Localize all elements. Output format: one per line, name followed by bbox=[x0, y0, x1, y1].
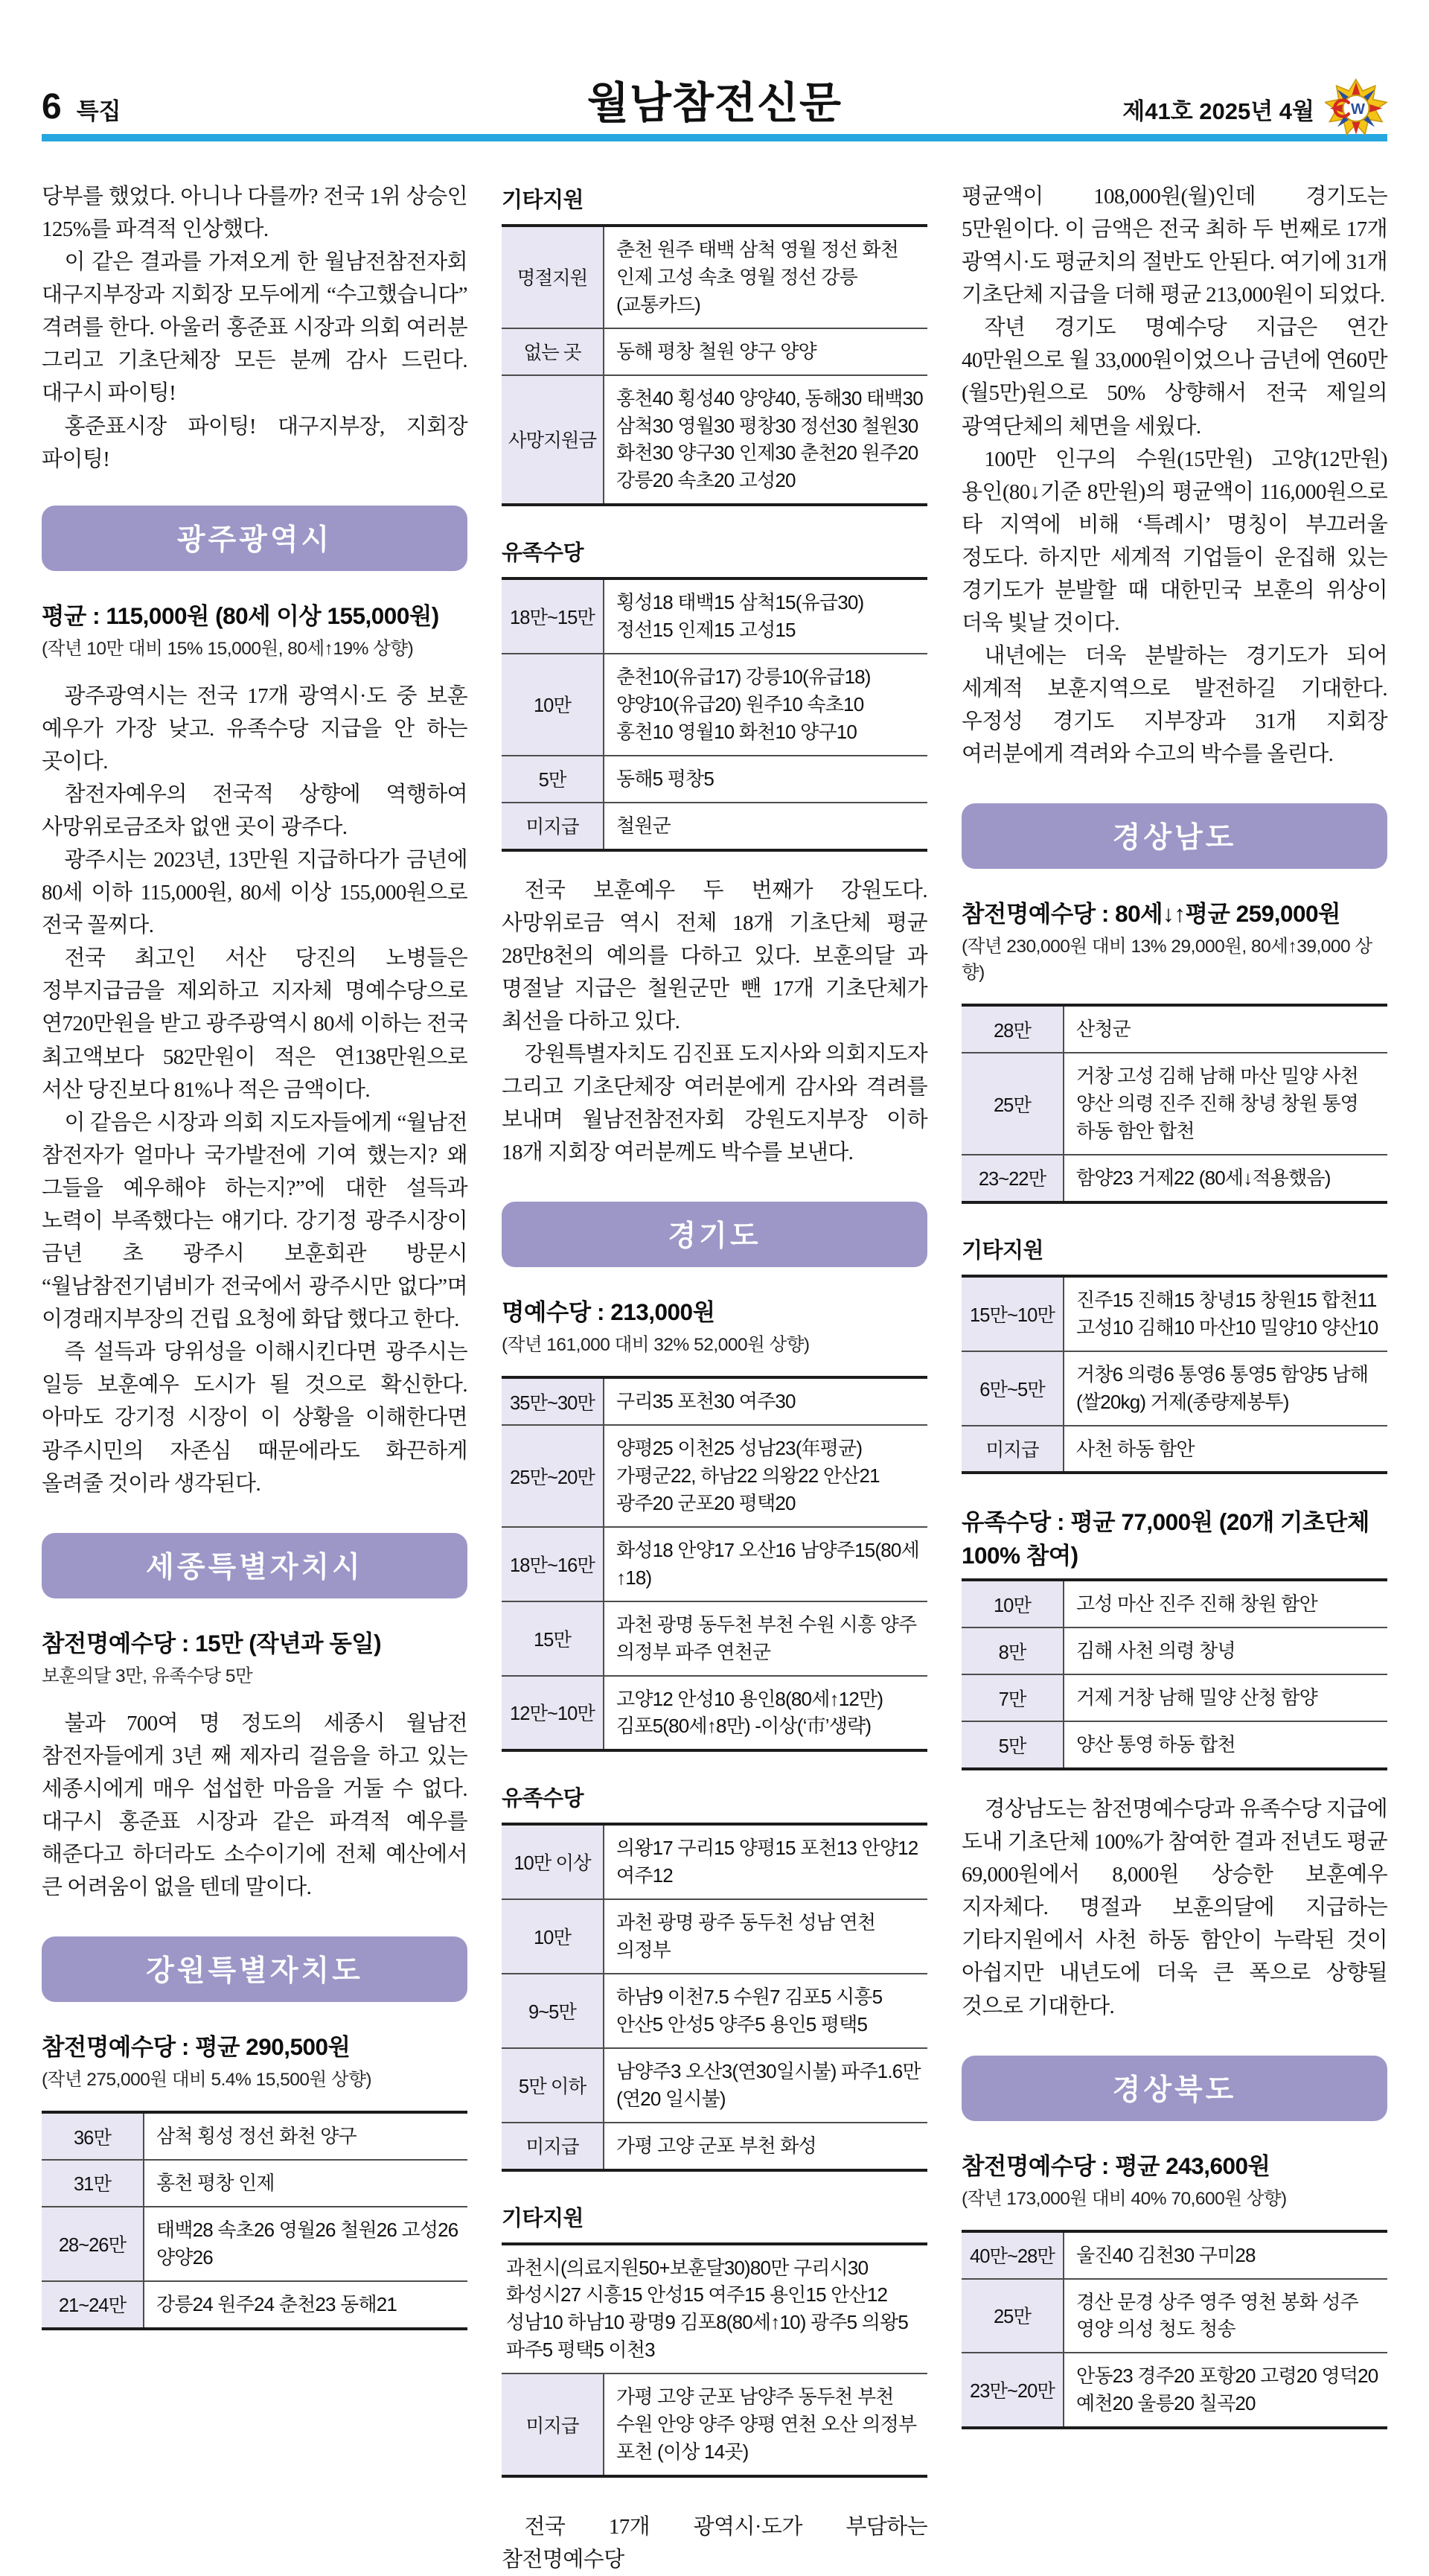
regions-value: 고성 마산 진주 진해 창원 함안 bbox=[1076, 1593, 1317, 1616]
paragraph: 내년에는 더욱 분발하는 경기도가 되어 세계적 보훈지역으로 발전하길 기대한다. 우정성 경기도 지부장과 31개 지회장 여러분에게 격려와 수고의 박수를 올린다. bbox=[962, 644, 1387, 767]
regions-value: 철원군 bbox=[616, 814, 671, 837]
regions-value: 거창6 의령6 통영6 통영5 함양5 남해(쌀20kg) 거제(종량제봉투) bbox=[1076, 1362, 1369, 1413]
regions-value: 하남9 이천7.5 수원7 김포5 시흥5 안산5 안성5 양주5 용인5 평택5 bbox=[616, 1985, 883, 2035]
tier-label: 8만 bbox=[962, 1628, 1064, 1674]
gyeonggi-bereaved-table bbox=[502, 1823, 927, 2171]
table-row bbox=[962, 1721, 1387, 1767]
newspaper-title: 월남참전신문 bbox=[586, 79, 843, 127]
table-row bbox=[962, 1627, 1387, 1674]
regions-value: 산청군 bbox=[1076, 1018, 1131, 1041]
regions-value: 강릉24 원주24 춘천23 동해21 bbox=[156, 2292, 397, 2315]
table-row bbox=[42, 2206, 467, 2280]
tier-label: 21~24만 bbox=[42, 2282, 144, 2327]
gyeongnam-paragraphs bbox=[962, 1793, 1387, 2023]
table-row bbox=[962, 1154, 1387, 1201]
veterans-emblem-icon bbox=[1325, 76, 1387, 144]
table-row bbox=[962, 1351, 1387, 1425]
tier-label: 없는 곳 bbox=[502, 329, 604, 374]
regions-value: 구리35 포천30 여주30 bbox=[616, 1390, 796, 1413]
table-row bbox=[502, 227, 927, 328]
tier-label: 28만 bbox=[962, 1007, 1064, 1052]
table-row bbox=[962, 1052, 1387, 1154]
table-row bbox=[502, 580, 927, 653]
regions-value: 홍천 평창 인제 bbox=[156, 2172, 275, 2195]
gwangju-paragraphs bbox=[42, 680, 467, 1500]
section-band-gyeongbuk: 경상북도 bbox=[962, 2056, 1387, 2121]
regions-value: 과천 광명 동두천 부천 수원 시흥 양주 의정부 파주 연천군 bbox=[616, 1613, 917, 1663]
tier-label: 25만 bbox=[962, 2280, 1064, 2353]
table-row bbox=[502, 1601, 927, 1675]
regions-value: 동해 평창 철원 양구 양양 bbox=[616, 339, 816, 363]
gyeonggi-allowance-note: (작년 161,000 대비 32% 52,000원 상향) bbox=[502, 1335, 810, 1356]
regions-value: 양평25 이천25 성남23(年평균) 가평군22, 하남22 의왕22 안산21 광주20 군포20 평택20 bbox=[616, 1437, 880, 1515]
table-row bbox=[502, 1898, 927, 1973]
regions-value: 동해5 평창5 bbox=[616, 767, 714, 790]
table-row bbox=[502, 653, 927, 755]
column-3 bbox=[962, 180, 1387, 2576]
tier-label: 18만~15만 bbox=[502, 580, 604, 653]
regions-value: 가평 고양 군포 남양주 동두천 부천 수원 안양 양주 양평 연천 오산 의정부 포천 (이상 14곳) bbox=[616, 2385, 917, 2463]
table-row bbox=[502, 1424, 927, 1526]
tier-label: 12만~10만 bbox=[502, 1677, 604, 1750]
gyeongbuk-allowance-line: 참전명예수당 : 평균 243,600원 bbox=[962, 2152, 1270, 2179]
table-row bbox=[962, 1278, 1387, 1351]
paragraph: 전국 보훈예우 두 번째가 강원도다. 사망위로금 역시 전체 18개 기초단체 평균 28만8천의 예의를 다하고 있다. 보훈의달 과 명절날 지급은 철원군만 뺀 17개 기초단체가 최선을 다하고 있다. bbox=[502, 878, 927, 1033]
tier-label: 36만 bbox=[42, 2114, 144, 2159]
regions-value: 춘천 원주 태백 삼척 영월 정선 화천 인제 고성 속초 영월 정선 강릉(교통카드) bbox=[616, 238, 898, 316]
regions-value: 거제 거창 남해 밀양 산청 함양 bbox=[1076, 1686, 1317, 1709]
regions-value: 거창 고성 김해 남해 마산 밀양 사천 양산 의령 진주 진해 창녕 창원 통영 하동 함안 합천 bbox=[1076, 1065, 1358, 1143]
paragraph: 광주시는 2023년, 13만원 지급하다가 금년에 80세 이하 115,000원, 80세 이상 155,000원으로 전국 꼴찌다. bbox=[42, 848, 467, 938]
table-row bbox=[502, 374, 927, 504]
regions-value: 사천 하동 함안 bbox=[1076, 1437, 1195, 1460]
tier-label: 28~26만 bbox=[42, 2207, 144, 2280]
paragraph: 강원특별자치도 김진표 도지사와 의회지도자 그리고 기초단체장 여러분에게 감사와 격려를 보내며 월남전참전자회 강원도지부장 이하 18개 지회장 여러분께도 박수를 보낸다. bbox=[502, 1042, 927, 1165]
gyeonggi-analysis-paragraphs bbox=[962, 180, 1387, 771]
paragraph: 이 같은 결과를 가져오게 한 월남전참전자회 대구지부장과 지회장 모두에게 “수고했습니다” 격려를 한다. 아울러 홍준표 시장과 의회 여러분 그리고 기초단체장 모든 분께 감사 드린다. 대구시 파이팅! bbox=[42, 250, 467, 406]
tier-label: 명절지원 bbox=[502, 227, 604, 328]
table-row bbox=[962, 1007, 1387, 1052]
regions-value: 양산 통영 하동 합천 bbox=[1076, 1733, 1235, 1756]
tier-label: 미지급 bbox=[502, 803, 604, 849]
table-row bbox=[42, 2114, 467, 2159]
regions-value: 의왕17 구리15 양평15 포천13 안양12 여주12 bbox=[616, 1837, 918, 1887]
regions-value: 화성18 안양17 오산16 남양주15(80세↑18) bbox=[616, 1538, 919, 1589]
tier-label: 10만 bbox=[502, 1900, 604, 1973]
tier-label: 15만~10만 bbox=[962, 1278, 1064, 1351]
tier-label: 31만 bbox=[42, 2161, 144, 2206]
table-row bbox=[502, 1826, 927, 1898]
table-row bbox=[962, 2278, 1387, 2353]
gangwon-bereaved-table bbox=[502, 577, 927, 851]
section-band-gangwon: 강원특별자치도 bbox=[42, 1936, 467, 2002]
tier-label: 25만 bbox=[962, 1053, 1064, 1154]
gangwon-etc-label: 기타지원 bbox=[502, 188, 584, 212]
gyeonggi-bereaved-label: 유족수당 bbox=[502, 1787, 584, 1811]
gyeongnam-etc-label: 기타지원 bbox=[962, 1238, 1044, 1263]
gwangju-average-note: (작년 10만 대비 15% 15,000원, 80세↑19% 상향) bbox=[42, 638, 414, 659]
regions-value: 함양23 거제22 (80세↓적용했음) bbox=[1076, 1167, 1331, 1190]
table-row bbox=[502, 1526, 927, 1601]
tier-label: 40만~28만 bbox=[962, 2233, 1064, 2278]
gyeongnam-etc-table bbox=[962, 1275, 1387, 1475]
tier-label: 10만 이상 bbox=[502, 1826, 604, 1898]
paragraph: 이 같음은 시장과 의회 지도자들에게 “월남전 참전자가 얼마나 국가발전에 기여 했는지? 왜 그들을 예우해야 하는지?”에 대한 설득과 노력이 부족했다는 얘기다. 강기정 광주시장이 금년 초 광주시 보훈회관 방문시 “월남참전기념비가 전국에서 광주시만 없다”며 이경래지부장의 건립 요청에 화답 했다고 한다. bbox=[42, 1110, 467, 1332]
tier-label: 사망지원금 bbox=[502, 376, 604, 504]
regions-value: 가평 고양 군포 부천 화성 bbox=[616, 2134, 816, 2157]
regions-value: 과천 광명 광주 동두천 성남 연천 의정부 bbox=[616, 1911, 876, 1962]
svg-text:W: W bbox=[1351, 101, 1365, 118]
paragraph: 불과 700여 명 정도의 세종시 월남전 참전자들에게 3년 째 제자리 걸음을 하고 있는 세종시에게 매우 섭섭한 마음을 거둘 수 없다. 대구시 홍준표 시장과 같은 파격적 예우를 해준다고 하더라도 소수이기에 전체 예산에서 큰 어려움이 없을 텐데 말이다. bbox=[42, 1711, 467, 1900]
table-row bbox=[502, 2373, 927, 2475]
issue-date: 제41호 2025년 4월 bbox=[1122, 98, 1314, 124]
regions-value: 횡성18 태백15 삼척15(유급30) 정선15 인제15 고성15 bbox=[616, 591, 864, 642]
table-row bbox=[42, 2159, 467, 2206]
gyeongnam-allowance-note: (작년 230,000원 대비 13% 29,000원, 80세↑39,000 상향) bbox=[962, 937, 1372, 983]
regions-value: 안동23 경주20 포항20 고령20 영덕20 예천20 울릉20 칠곡20 bbox=[1076, 2365, 1378, 2415]
column-2 bbox=[502, 180, 927, 2576]
regions-value: 태백28 속초26 영월26 철원26 고성26 양양26 bbox=[156, 2218, 458, 2269]
tier-label: 5만 bbox=[962, 1722, 1064, 1767]
gyeongnam-allowance-table bbox=[962, 1004, 1387, 1204]
column-1 bbox=[42, 180, 467, 2576]
regions-value: 고양12 안성10 용인8(80세↑12만) 김포5(80세↑8만) -이상(‘市’생략) bbox=[616, 1687, 883, 1738]
gyeongnam-bereaved-line: 유족수당 : 평균 77,000원 (20개 기초단체 100% 참여) bbox=[962, 1508, 1369, 1569]
paragraph: 홍준표시장 파이팅! 대구지부장, 지회장 파이팅! bbox=[42, 414, 467, 471]
table-row bbox=[962, 1674, 1387, 1721]
section-label: 특집 bbox=[76, 98, 121, 125]
tier-label: 5만 이하 bbox=[502, 2049, 604, 2122]
tier-label: 10만 bbox=[962, 1581, 1064, 1627]
tier-label: 18만~16만 bbox=[502, 1528, 604, 1601]
content-columns bbox=[42, 180, 1387, 2576]
table-row bbox=[502, 755, 927, 802]
gyeonggi-allowance-line: 명예수당 : 213,000원 bbox=[502, 1298, 715, 1326]
table-row bbox=[962, 2352, 1387, 2426]
gyeonggi-etc-table bbox=[502, 2242, 927, 2478]
gyeongbuk-allowance-note: (작년 173,000원 대비 40% 70,600원 상향) bbox=[962, 2188, 1287, 2209]
regions-value: 춘천10(유급17) 강릉10(유급18) 양양10(유급20) 원주10 속초10 홍천10 영월10 화천10 양구10 bbox=[616, 666, 871, 743]
gyeonggi-allowance-table bbox=[502, 1376, 927, 1752]
regions-value: 삼척 횡성 정선 화천 양구 bbox=[156, 2125, 357, 2148]
paragraph: 전국 최고인 서산 당진의 노병들은 정부지급금을 제외하고 지자체 명예수당으로 연720만원을 받고 광주광역시 80세 이하는 전국 최고액보다 582만원이 적은 연138만원으로 서산 당진보다 81%나 적은 금액이다. bbox=[42, 946, 467, 1102]
paragraph: 작년 경기도 명예수당 지급은 연간 40만원으로 월 33,000원이었으나 금년에 연60만(월5만)원으로 50% 상향해서 전국 제일의 광역단체의 체면을 세웠다. bbox=[962, 316, 1387, 439]
table-row bbox=[502, 2245, 927, 2373]
gangwon-etc-table bbox=[502, 224, 927, 506]
paragraph: 당부를 했었다. 아니나 다를까? 전국 1위 상승인 125%를 파격적 인상했다. bbox=[42, 185, 467, 242]
regions-value: 진주15 진해15 창녕15 창원15 합천11 고성10 김해10 마산10 밀양10 양산10 bbox=[1076, 1288, 1378, 1339]
section-band-sejong: 세종특별자치시 bbox=[42, 1533, 467, 1598]
gangwon-allowance-line: 참전명예수당 : 평균 290,500원 bbox=[42, 2033, 351, 2061]
tier-label: 미지급 bbox=[502, 2123, 604, 2169]
table-row bbox=[962, 1581, 1387, 1627]
regions-value: 과천시(의료지원50+보훈달30)80만 구리시30 화성시27 시흥15 안성15 여주15 용인15 안산12 성남10 하남10 광명9 김포8(80세↑10) 광주5 의왕5 파주5 평택5 이천3 bbox=[506, 2256, 909, 2362]
gangwon-allowance-note: (작년 275,000원 대비 5.4% 15,500원 상향) bbox=[42, 2070, 372, 2091]
tier-label: 6만~5만 bbox=[962, 1352, 1064, 1425]
page-number: 6 bbox=[42, 87, 62, 127]
table-row bbox=[502, 1973, 927, 2047]
tier-label: 35만~30만 bbox=[502, 1379, 604, 1424]
tier-label: 25만~20만 bbox=[502, 1426, 604, 1526]
tier-label: 10만 bbox=[502, 654, 604, 755]
regions-value: 경산 문경 상주 영주 영천 봉화 성주 영양 의성 청도 청송 bbox=[1076, 2290, 1358, 2341]
table-row bbox=[962, 2233, 1387, 2278]
daegu-intro-paragraphs bbox=[42, 180, 467, 476]
section-band-gyeongnam: 경상남도 bbox=[962, 803, 1387, 869]
national-summary-line: 전국 17개 광역시·도가 부담하는 참전명예수당 bbox=[502, 2514, 927, 2572]
tier-label: 5만 bbox=[502, 756, 604, 802]
gangwon-paragraphs bbox=[502, 874, 927, 1170]
gyeongnam-bereaved-table bbox=[962, 1578, 1387, 1770]
tier-label: 7만 bbox=[962, 1675, 1064, 1721]
tier-label: 미지급 bbox=[962, 1426, 1064, 1472]
paragraph: 100만 인구의 수원(15만원) 고양(12만원) 용인(80↓기준 8만원)의 평균액이 116,000원으로 타 지역에 비해 ‘특례시’ 명칭이 부끄러울 정도다. 하지만 세계적 기업들이 운집해 있는 경기도가 분발할 때 대한민국 보훈의 위상이 더욱 빛날 것이다. bbox=[962, 447, 1387, 636]
regions-value: 울진40 김천30 구미28 bbox=[1076, 2243, 1256, 2266]
gangwon-allowance-table bbox=[42, 2111, 467, 2330]
tier-label: 9~5만 bbox=[502, 1974, 604, 2047]
gyeongnam-allowance-line: 참전명예수당 : 80세↓↑평균 259,000원 bbox=[962, 900, 1340, 928]
masthead bbox=[42, 71, 1387, 125]
sejong-paragraphs bbox=[42, 1707, 467, 1904]
gwangju-average-line: 평균 : 115,000원 (80세 이상 155,000원) bbox=[42, 602, 439, 629]
tier-label: 23~22만 bbox=[962, 1155, 1064, 1201]
paragraph: 참전자예우의 전국적 상향에 역행하여 사망위로금조차 없앤 곳이 광주다. bbox=[42, 782, 467, 840]
table-row bbox=[502, 1675, 927, 1750]
sejong-allowance-note: 보훈의달 3만, 유족수당 5만 bbox=[42, 1665, 253, 1686]
table-row bbox=[502, 802, 927, 849]
paragraph: 즉 설득과 당위성을 이해시킨다면 광주시는 일등 보훈예우 도시가 될 것으로 확신한다. 아마도 강기정 시장이 이 상황을 이해한다면 광주시민의 자존심 때문에라도 화끈하게 올려줄 것이라 생각된다. bbox=[42, 1340, 467, 1496]
regions-value: 김해 사천 의령 창녕 bbox=[1076, 1639, 1235, 1662]
table-row bbox=[502, 2047, 927, 2122]
paragraph: 경상남도는 참전명예수당과 유족수당 지급에 도내 기초단체 100%가 참여한 결과 전년도 평균 69,000원에서 8,000원 상승한 보훈예우 지자체다. 명절과 보훈의달에 지급하는 기타지원에서 사천 하동 함안이 누락된 것이 아쉽지만 내년도에 더욱 큰 폭으로 상향될 것으로 기대한다. bbox=[962, 1797, 1387, 2018]
regions-value: 홍천40 횡성40 양양40, 동해30 태백30 삼척30 영월30 평창30 정선30 철원30 화천30 양구30 인제30 춘천20 원주20 강릉20 속초20 고성20 bbox=[616, 386, 923, 492]
tier-label: 23만~20만 bbox=[962, 2353, 1064, 2426]
regions-value: 남양주3 오산3(연30일시불) 파주1.6만(연20 일시불) bbox=[616, 2059, 921, 2110]
table-row bbox=[962, 1425, 1387, 1472]
section-band-gyeonggi: 경기도 bbox=[502, 1202, 927, 1267]
gangwon-bereaved-label: 유족수당 bbox=[502, 541, 584, 566]
masthead-rule bbox=[42, 134, 1387, 141]
table-row bbox=[502, 328, 927, 374]
gyeonggi-etc-label: 기타지원 bbox=[502, 2206, 584, 2231]
table-row bbox=[502, 2122, 927, 2169]
paragraph: 평균액이 108,000원(월)인데 경기도는 5만원이다. 이 금액은 전국 최하 두 번째로 17개 광역시·도 평균치의 절반도 안된다. 여기에 31개 기초단체 지급을 더해 평균 213,000원이 되었다. bbox=[962, 185, 1387, 307]
tier-label: 15만 bbox=[502, 1602, 604, 1675]
gyeongbuk-allowance-table bbox=[962, 2230, 1387, 2430]
tier-label: 미지급 bbox=[502, 2374, 604, 2475]
sejong-allowance-line: 참전명예수당 : 15만 (작년과 동일) bbox=[42, 1629, 382, 1657]
section-band-gwangju: 광주광역시 bbox=[42, 506, 467, 571]
table-row bbox=[502, 1379, 927, 1424]
table-row bbox=[42, 2280, 467, 2327]
paragraph: 광주광역시는 전국 17개 광역시·도 중 보훈 예우가 가장 낮고. 유족수당 지급을 안 하는 곳이다. bbox=[42, 683, 467, 774]
